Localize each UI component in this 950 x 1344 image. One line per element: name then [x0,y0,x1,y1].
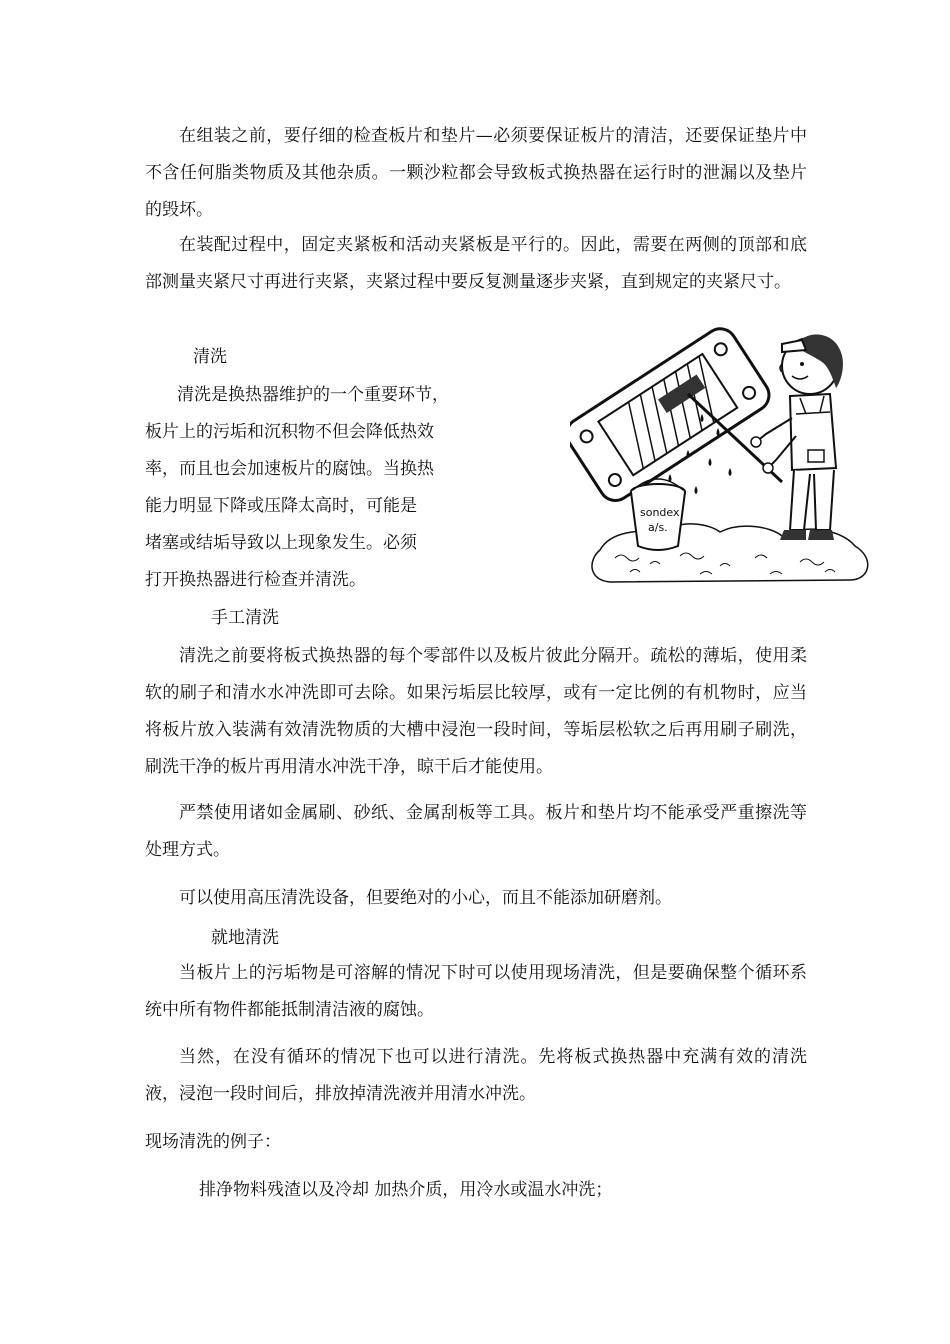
section-heading-in-place-cleaning: 就地清洗 [211,928,279,948]
example-item: 排净物料残渣以及冷却 加热介质，用冷水或温水冲洗； [199,1180,613,1200]
bucket-brand-label: sondex [640,506,680,519]
cleaning-line-2: 板片上的污垢和沉积物不但会降低热效 [145,422,434,442]
cleaning-line-1: 清洗是换热器维护的一个重要环节， [177,385,449,405]
worker-cleaning-plate-illustration [570,318,882,588]
paragraph-no-circulation: 当然，在没有循环的情况下也可以进行清洗。先将板式换热器中充满有效的清洗液，浸泡一段时间后，排放掉清洗液并用清水冲洗。 [145,1047,807,1104]
section-heading-cleaning: 清洗 [193,347,227,367]
section-heading-manual-cleaning: 手工清洗 [211,608,279,628]
cleaning-line-5: 堵塞或结垢导致以上现象发生。必须 [145,533,417,553]
paragraph-prohibited-tools: 严禁使用诸如金属刷、砂纸、金属刮板等工具。板片和垫片均不能承受严重擦洗等处理方式。 [145,803,807,860]
paragraph-high-pressure: 可以使用高压清洗设备，但要绝对的小心，而且不能添加研磨剂。 [179,888,672,908]
bucket-brand-sublabel: a/s. [648,521,668,534]
paragraph-assembly: 在装配过程中，固定夹紧板和活动夹紧板是平行的。因此，需要在两侧的顶部和底部测量夹紧尺寸再进行夹紧，夹紧过程中要反复测量逐步夹紧，直到规定的夹紧尺寸。 [145,235,807,292]
paragraph-in-place-cleaning: 当板片上的污垢物是可溶解的情况下时可以使用现场清洗，但是要确保整个循环系统中所有物件都能抵制清洁液的腐蚀。 [145,963,807,1020]
cleaning-line-4: 能力明显下降或压降太高时，可能是 [145,496,417,516]
example-heading: 现场清洗的例子： [145,1132,281,1152]
paragraph-inspection: 在组装之前，要仔细的检查板片和垫片—必须要保证板片的清洁，还要保证垫片中不含任何脂类物质及其他杂质。一颗沙粒都会导致板式换热器在运行时的泄漏以及垫片的毁坏。 [145,126,807,220]
cleaning-line-6: 打开换热器进行检查并清洗。 [145,570,366,590]
cleaning-line-3: 率，而且也会加速板片的腐蚀。当换热 [145,459,434,479]
paragraph-manual-cleaning: 清洗之前要将板式换热器的每个零部件以及板片彼此分隔开。疏松的薄垢，使用柔软的刷子和清水水冲洗即可去除。如果污垢层比较厚，或有一定比例的有机物时，应当将板片放入装满有效清洗物质的大槽中浸泡一段时间，等垢层松软之后再用刷子刷洗，刷洗干净的板片再用清水冲洗干净，晾干后才能使用。 [145,646,807,777]
